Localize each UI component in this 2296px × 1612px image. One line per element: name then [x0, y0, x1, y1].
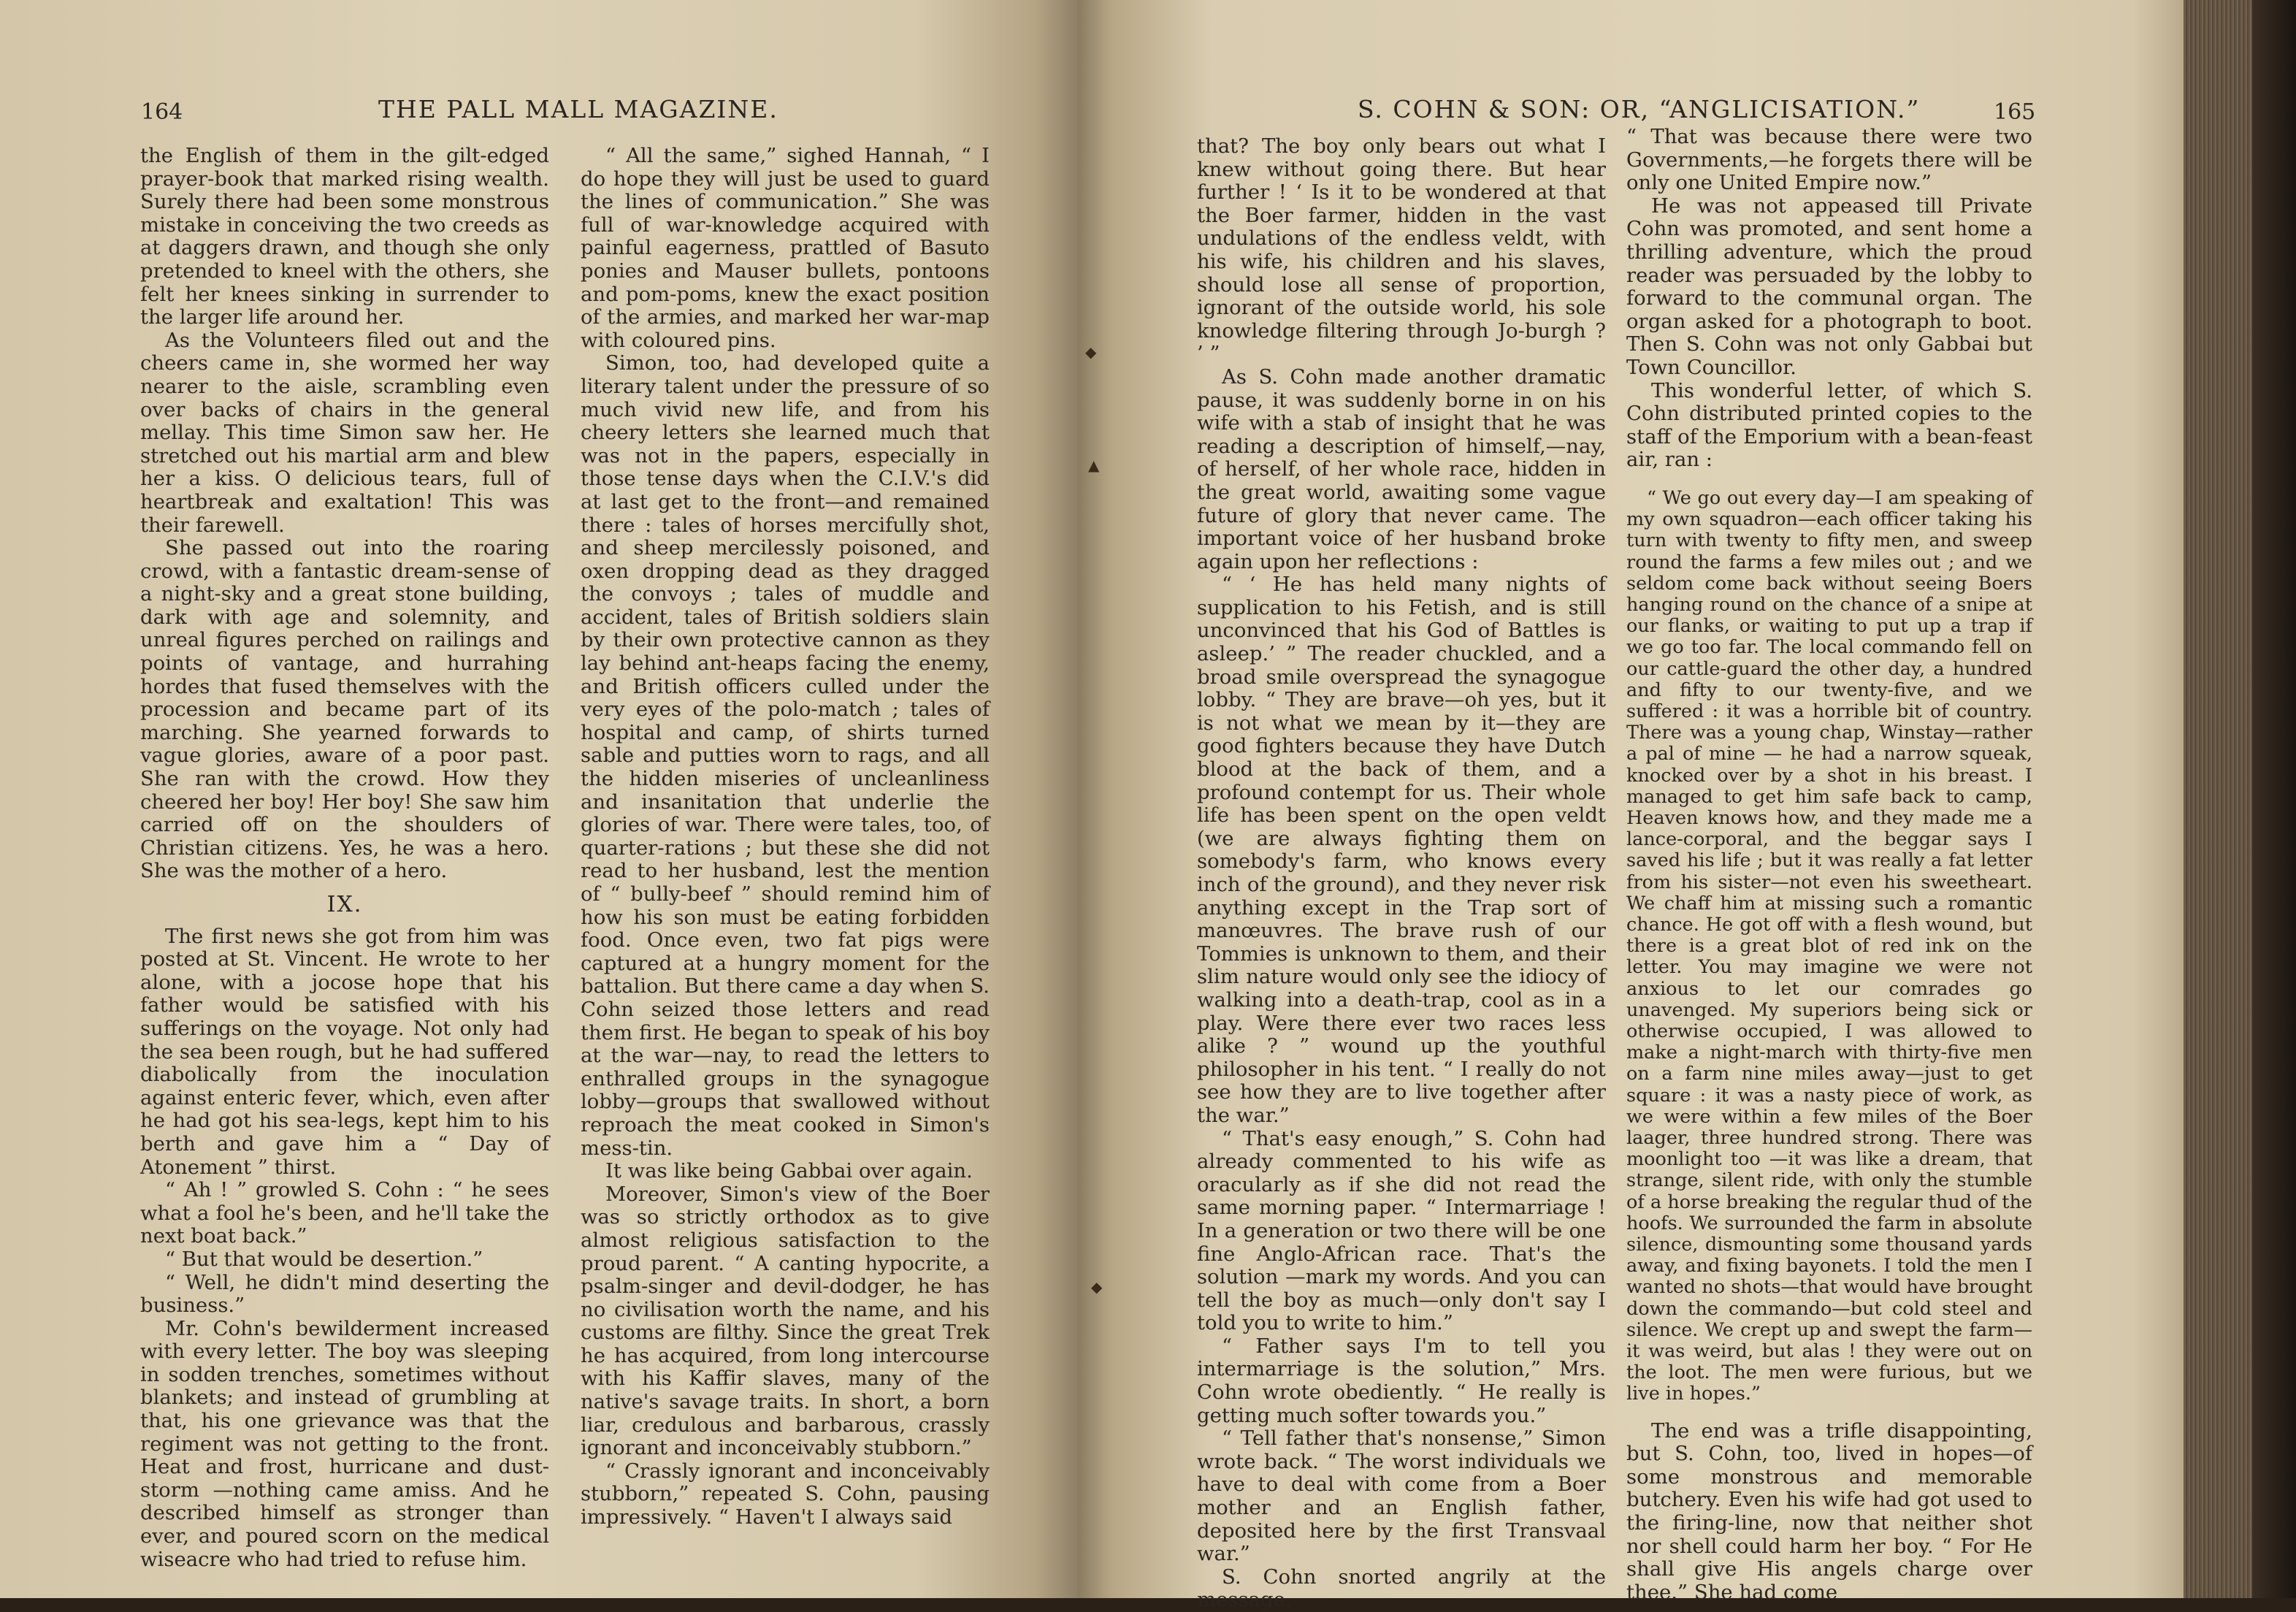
- paragraph: Mr. Cohn's bewilderment increased with every letter. The boy was sleeping in sodden trenches, sometimes without blankets; and instead of grumbling at that, his one grievance was that the regiment was not getting to the front. Heat and frost, hurricane and dust-storm —nothing came amiss. And he described himself as stronger than ever, and poured scorn on the medical wiseacre who had tried to refuse him.: [140, 1316, 549, 1571]
- page-number: 164: [141, 99, 183, 125]
- paragraph: The end was a trifle disappointing, but S. Cohn, too, lived in hopes—of some monstrous and memorable butchery. Even his wife had got used to the firing-line, now that neither shot nor shell could harm her boy. “ For He shall give His angels charge over thee.” She had come: [1626, 1418, 2032, 1604]
- paragraph: “ Tell father that's nonsense,” Simon wrote back. “ The worst individuals we have to deal with come from a Boer mother and an English father, deposited here by the first Transvaal war.”: [1197, 1426, 1606, 1566]
- paragraph: Moreover, Simon's view of the Boer was so strictly orthodox as to give almost religious satisfaction to the proud parent. “ A canting hypocrite, a psalm-singer and devil-dodger, he has no civilisation worth the name, and his customs are filthy. Since the great Trek he has acquired, from long intercourse with his Kaffir slaves, many of the native's savage traits. In short, a born liar, credulous and barbarous, crassly ignorant and inconceivably stubborn.”: [581, 1182, 990, 1460]
- running-head: THE PALL MALL MAGAZINE.: [378, 95, 778, 123]
- binding-thread-mark: ◆: [1085, 343, 1097, 361]
- binding-thread-mark: ◆: [1091, 1278, 1103, 1296]
- page-number: 165: [1994, 99, 2036, 125]
- paragraph: It was like being Gabbai over again.: [605, 1159, 973, 1183]
- paragraph: As the Volunteers filed out and the cheers came in, she wormed her way nearer to the aisle, scrambling even over backs of chairs in the general mellay. This time Simon saw her. He stretched out his martial arm and blew her a kiss. O delicious tears, full of heartbreak and exaltation! This was their farewell.: [140, 328, 549, 537]
- paragraph: As S. Cohn made another dramatic pause, it was suddenly borne in on his wife with a stab of insight that he was reading a description of himself,—nay, of herself, of her whole race, hidden in the great world, awaiting some vague future of glory that never came. The important voice of her husband broke again upon her reflections :: [1197, 364, 1606, 573]
- paragraph: The first news she got from him was posted at St. Vincent. He wrote to her alone, with a jocose hope that his father would be satisfied with his sufferings on the voyage. Not only had the sea been rough, but he had suffered diabolically from the inoculation against enteric fever, which, even after he had got his sea-legs, kept him to his berth and gave him a “ Day of Atonement ” thirst.: [140, 924, 549, 1179]
- paragraph: She passed out into the roaring crowd, with a fantastic dream-sense of a night-sky and a great stone building, dark with age and solemnity, and unreal figures perched on railings and points of vantage, and hurrahing hordes that fused themselves with the procession and became part of its marching. She yearned forwards to vague glories, aware of a poor past. She ran with the crowd. How they cheered her boy! Her boy! She saw him carried off on the shoulders of Christian citizens. Yes, he was a hero. She was the mother of a hero.: [140, 536, 549, 883]
- left-page: [0, 0, 1078, 1598]
- text-column-1: [1197, 135, 1606, 1612]
- binding-thread-mark: ▲: [1088, 457, 1100, 474]
- paragraph: This wonderful letter, of which S. Cohn distributed printed copies to the staff of the Emporium with a bean-feast air, ran :: [1626, 378, 2032, 472]
- running-head: S. COHN & SON: OR, “ANGLICISATION.”: [1358, 95, 1921, 123]
- paragraph: “ ‘ He has held many nights of supplication to his Fetish, and is still unconvinced that his God of Battles is asleep.’ ” The reader chuckled, and a broad smile overspread the synagogue lobby. “ They are brave—oh yes, but it is not what we mean by it—they are good fighters because they have Dutch blood at the back of them, and a profound contempt for us. Their whole life has been spent on the open veldt (we are always fighting them on somebody's farm, who knows every inch of the ground), and they never risk anything except in the Trap sort of manœuvres. The brave rush of our Tommies is unknown to them, and their slim nature would only see the idiocy of walking into a death-trap, cool as in a play. Were there ever two races less alike ? ” wound up the youthful philosopher in his tent. “ I really do not see how they are to live together after the war.”: [1197, 573, 1606, 1127]
- paragraph: “ Ah ! ” growled S. Cohn : “ he sees what a fool he's been, and he'll take the next boat back.”: [140, 1178, 549, 1248]
- section-heading: IX.: [326, 892, 363, 917]
- paragraph: S. Cohn snorted angrily at the message.: [1197, 1565, 1606, 1612]
- paragraph: Simon, too, had developed quite a literary talent under the pressure of so much vivid new life, and from his cheery letters she learned much that was not in the papers, especially in those tense days when the C.I.V.'s did at last get to the front—and remained there : tales of horses mercifully shot, and sheep mercilessly poisoned, and oxen dropping dead as they dragged the convoys ; tales of muddle and accident, tales of British soldiers slain by their own protective cannon as they lay behind ant-heaps facing the enemy, and British officers culled under the very eyes of the polo-match ; tales of hospital and camp, of shirts turned sable and putties worn to rags, and all the hidden miseries of uncleanliness and insanitation that underlie the glories of war. There were tales, too, of quarter-rations ; but these she did not read to her husband, lest the mention of “ bully-beef ” should remind him of how his son must be eating forbidden food. Once even, two fat pigs were captured at a hungry moment for the battalion. But there came a day when S. Cohn seized those letters and read them first. He began to speak of his boy at the war—nay, to read the letters to enthralled groups in the synagogue lobby—groups that swallowed without reproach the meat cooked in Simon's mess-tin.: [581, 351, 990, 1160]
- text-column-1: [140, 145, 549, 1571]
- paragraph: “ But that would be desertion.”: [165, 1247, 483, 1271]
- paragraph: “ Well, he didn't mind deserting the business.”: [140, 1270, 549, 1318]
- paragraph: “ We go out every day—I am speaking of my own squadron—each officer taking his turn with twenty to fifty men, and sweep round the farms a few miles out ; and we seldom come back without seeing Boers hanging round on the chance of a snipe at our flanks, or waiting to put up a trap if we go too far. The local commando fell on our cattle-guard the other day, a hundred and fifty to our twenty-five, and we suffered : it was a horrible bit of country. There was a young chap, Winstay—rather a pal of mine — he had a narrow squeak, knocked over by a shot in his breast. I managed to get him safe back to camp, Heaven knows how, and they made me a lance-corporal, and the beggar says I saved his life ; but it was really a fat letter from his sister—not even his sweetheart. We chaff him at missing such a romantic chance. He got off with a flesh wound, but there is a great blot of red ink on the letter. You may imagine we were not anxious to let our comrades go unavenged. My superiors being sick or otherwise occupied, I was allowed to make a night-march with thirty-five men on a farm nine miles away—just to get square : it was a nasty piece of work, as we were within a few miles of the Boer laager, three hundred strong. There was moonlight too —it was like a dream, that strange, silent ride, with only the stumble of a horse breaking the regular thud of the hoofs. We surrounded the farm in absolute silence, dismounting some thousand yards away, and fixing bayonets. I told the men I wanted no shots—that would have brought down the commando—but cold steel and silence. We crept up and swept the farm— it was weird, but alas ! they were out on the loot. The men were furious, but we live in hopes.”: [1626, 486, 2032, 1405]
- paragraph: He was not appeased till Private Cohn was promoted, and sent home a thrilling adventure, which the proud reader was persuaded by the lobby to forward to the communal organ. The organ asked for a photograph to boot. Then S. Cohn was not only Gabbai but Town Councillor.: [1626, 194, 2032, 379]
- paragraph: that? The boy only bears out what I knew without going there. But hear further ! ‘ Is it to be wondered at that the Boer farmer, hidden in the vast undulations of the endless veldt, with his wife, his children and his slaves, should lose all sense of proportion, ignorant of the outside world, his sole knowledge filtering through Jo-burgh ? ’ ”: [1197, 134, 1606, 366]
- paragraph: “ That was because there were two Governments,—he forgets there will be only one United Empire now.”: [1626, 125, 2032, 195]
- paragraph: “ Crassly ignorant and inconceivably stubborn,” repeated S. Cohn, pausing impressively. “ Haven't I always said: [581, 1459, 990, 1529]
- paragraph: “ Father says I'm to tell you intermarriage is the solution,” Mrs. Cohn wrote obediently. “ He really is getting much softer towards you.”: [1197, 1334, 1606, 1427]
- right-page: [1078, 0, 2188, 1612]
- quoted-letter: [1626, 488, 2032, 1405]
- book-page-edges: [2184, 0, 2296, 1598]
- paragraph: “ All the same,” sighed Hannah, “ I do hope they will just be used to guard the lines of communication.” She was full of war-knowledge acquired with painful eagerness, prattled of Basuto ponies and Mauser bullets, pontoons and pom-poms, knew the exact position of the armies, and marked her war-map with coloured pins.: [581, 144, 990, 352]
- paragraph: the English of them in the gilt-edged prayer-book that marked rising wealth. Surely there had been some monstrous mistake in conceiving the two creeds as at daggers drawn, and though she only pretended to kneel with the others, she felt her knees sinking in surrender to the larger life around her.: [140, 144, 549, 329]
- text-column-2: [1626, 126, 2032, 1604]
- text-column-2: [581, 145, 990, 1529]
- paragraph: “ That's easy enough,” S. Cohn had already commented to his wife as oracularly as if she did not read the same morning paper. “ Intermarriage ! In a generation or two there will be one fine Anglo-African race. That's the solution —mark my words. And you can tell the boy as much—only don't say I told you to write to him.”: [1197, 1126, 1606, 1335]
